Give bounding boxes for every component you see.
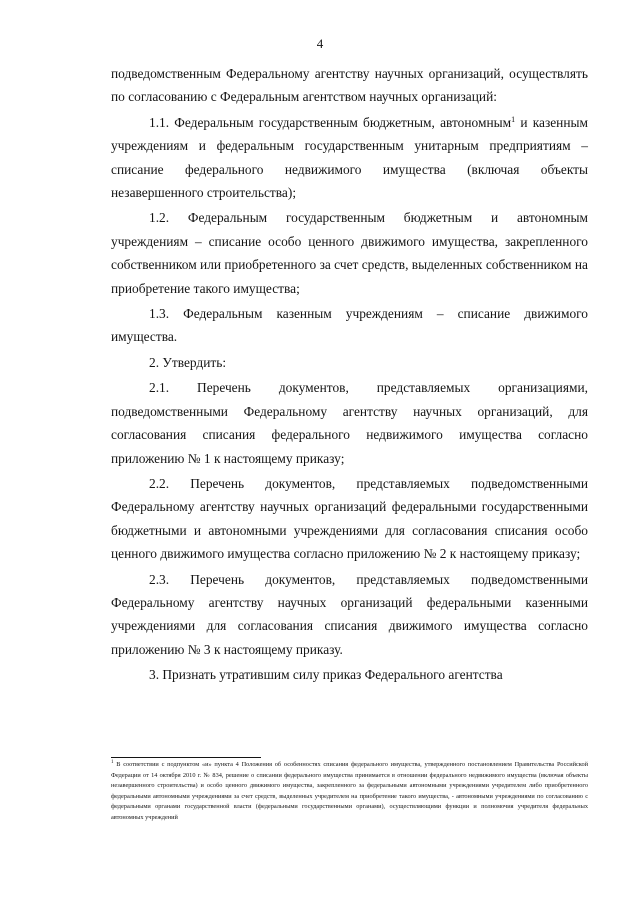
paragraph-3: 3. Признать утратившим силу приказ Федерального агентства — [149, 667, 503, 683]
paragraph-1-3: 1.3. Федеральным казенным учреждениям – списание движимого имущества. — [111, 306, 588, 345]
paragraph-2-2: 2.2. Перечень документов, представляемых подведомственными Федеральному агентству научных организаций федеральными государственными бюджетными и автономными учреждениями для согласования списания особо ценного движимого имущества согласно приложению № 2 к настоящему приказу; — [111, 475, 588, 562]
paragraph-1-1-rest: и казенным учреждениям и федеральным государственным унитарным предприятиям – списание федерального недвижимого имущества (включая объекты незавершенного строительства); — [111, 114, 588, 201]
paragraph-2-3: 2.3. Перечень документов, представляемых подведомственными Федеральному агентству научных организаций федеральными казенными учреждениями для согласования списания движимого имущества согласно приложению № 3 к настоящему приказу. — [111, 571, 588, 657]
footnote-divider — [111, 757, 261, 758]
paragraph-2: 2. Утвердить: — [149, 354, 227, 370]
paragraph-intro: подведомственным Федеральному агентству научных организаций, осуществлять по согласованию с Федеральным агентством научных организаций: — [111, 66, 588, 105]
footnote-marker: 1 — [111, 760, 114, 765]
body-text — [111, 62, 588, 687]
paragraph-1-1-text: 1.1. Федеральным государственным бюджетным, автономным — [149, 114, 512, 130]
paragraph-1-1 — [111, 111, 588, 205]
paragraph-1-2: 1.2. Федеральным государственным бюджетным и автономным учреждениям – списание особо ценного движимого имущества, закрепленного собственником или приобретенного за счет средств, выделенных собственником на приобретение такого имущества; — [111, 210, 588, 296]
footnote-text: В соответствии с подпунктом «и» пункта 4 Положения об особенностях списания федерального имущества, утвержденного постановлением Правительства Российской Федерации от 14 октября 2010 г. № 834, решение о списании федерального имущества принимается в отношении федерального недвижимого имущества (включая объекты незавершенного строительства) и особо ценного движимого имущества, закрепленного за федеральными автономными учреждениями учредителем либо приобретенного федеральными автономными учреждениями за счет средств, выделенных учредителем на приобретение такого имущества, - автономными учреждениями по согласованию с федеральными органами государственной власти (федеральными государственными органами), осуществляющими функции и полномочия учредителя федеральных автономных учреждений — [111, 761, 588, 821]
footnote — [111, 760, 588, 824]
paragraph-2-1: 2.1. Перечень документов, представляемых организациями, подведомственными Федеральному агентству научных организаций, для согласования списания федерального недвижимого имущества согласно приложению № 1 к настоящему приказу; — [111, 380, 588, 466]
footnote-reference: 1 — [511, 114, 516, 124]
page-number: 4 — [316, 36, 324, 51]
